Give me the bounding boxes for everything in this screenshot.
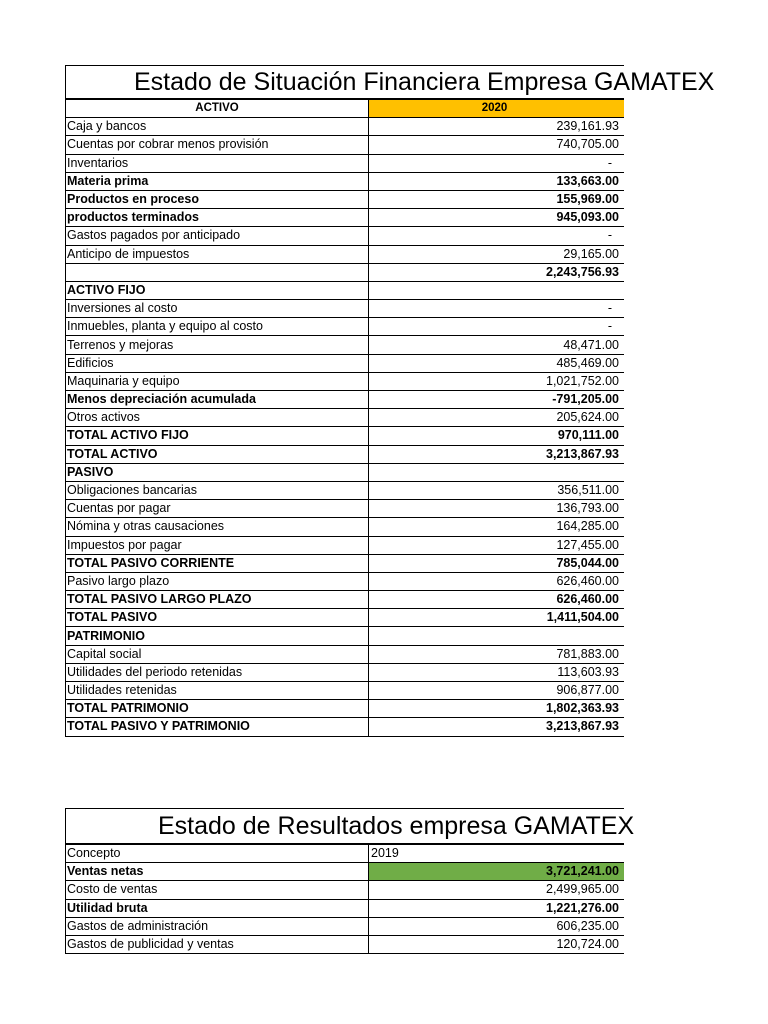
balance-sheet-grid — [66, 99, 624, 736]
row-label: Pasivo largo plazo — [66, 572, 369, 590]
row-value: 740,705.00 — [369, 136, 625, 154]
table-row — [66, 481, 624, 499]
row-value: 205,624.00 — [369, 409, 625, 427]
table-row — [66, 227, 624, 245]
row-label: TOTAL PASIVO LARGO PLAZO — [66, 591, 369, 609]
row-label: Menos depreciación acumulada — [66, 391, 369, 409]
row-value: 1,221,276.00 — [369, 899, 625, 917]
table-row — [66, 518, 624, 536]
row-value: 136,793.00 — [369, 500, 625, 518]
row-value: 356,511.00 — [369, 481, 625, 499]
row-value: 970,111.00 — [369, 427, 625, 445]
table-row — [66, 209, 624, 227]
table-row — [66, 172, 624, 190]
row-value: 155,969.00 — [369, 190, 625, 208]
row-value: 1,802,363.93 — [369, 700, 625, 718]
table-row — [66, 263, 624, 281]
row-label: Gastos de administración — [66, 917, 369, 935]
table-row — [66, 500, 624, 518]
balance-header-row — [66, 100, 624, 118]
row-value: 626,460.00 — [369, 591, 625, 609]
row-value: 133,663.00 — [369, 172, 625, 190]
table-row — [66, 463, 624, 481]
table-row — [66, 190, 624, 208]
row-value: - — [369, 227, 625, 245]
row-value: - — [369, 318, 625, 336]
income-statement-title: Estado de Resultados empresa GAMATEX — [66, 809, 624, 844]
results-header-label: Concepto — [66, 845, 369, 863]
row-label — [66, 263, 369, 281]
row-label: TOTAL ACTIVO — [66, 445, 369, 463]
row-label: Utilidades retenidas — [66, 682, 369, 700]
row-value: - — [369, 300, 625, 318]
row-value: 906,877.00 — [369, 682, 625, 700]
row-value: 781,883.00 — [369, 645, 625, 663]
row-value: 3,721,241.00 — [369, 863, 625, 881]
table-row — [66, 572, 624, 590]
row-label: Obligaciones bancarias — [66, 481, 369, 499]
table-row — [66, 935, 624, 953]
table-row — [66, 300, 624, 318]
table-row — [66, 372, 624, 390]
row-value: 3,213,867.93 — [369, 718, 625, 736]
row-value: 239,161.93 — [369, 118, 625, 136]
row-label: productos terminados — [66, 209, 369, 227]
table-row — [66, 881, 624, 899]
table-row — [66, 354, 624, 372]
row-label: Materia prima — [66, 172, 369, 190]
table-row — [66, 663, 624, 681]
table-row — [66, 609, 624, 627]
row-label: Inversiones al costo — [66, 300, 369, 318]
balance-header-year: 2020 — [369, 100, 625, 118]
row-value: 29,165.00 — [369, 245, 625, 263]
table-row — [66, 445, 624, 463]
row-label: Terrenos y mejoras — [66, 336, 369, 354]
row-label: Cuentas por pagar — [66, 500, 369, 518]
table-row — [66, 536, 624, 554]
row-value: 164,285.00 — [369, 518, 625, 536]
table-row — [66, 718, 624, 736]
row-label: Utilidades del periodo retenidas — [66, 663, 369, 681]
row-label: Cuentas por cobrar menos provisión — [66, 136, 369, 154]
row-label: Inventarios — [66, 154, 369, 172]
balance-header-label: ACTIVO — [66, 100, 369, 118]
row-label: Maquinaria y equipo — [66, 372, 369, 390]
row-value: 127,455.00 — [369, 536, 625, 554]
row-value — [369, 627, 625, 645]
row-value: 120,724.00 — [369, 935, 625, 953]
row-value — [369, 281, 625, 299]
row-label: Edificios — [66, 354, 369, 372]
row-value: 606,235.00 — [369, 917, 625, 935]
results-header-row — [66, 845, 624, 863]
table-row — [66, 863, 624, 881]
row-label: ACTIVO FIJO — [66, 281, 369, 299]
balance-sheet-title: Estado de Situación Financiera Empresa GAMATEX — [66, 66, 624, 99]
row-label: TOTAL PASIVO CORRIENTE — [66, 554, 369, 572]
row-value: -791,205.00 — [369, 391, 625, 409]
row-label: Caja y bancos — [66, 118, 369, 136]
row-label: Gastos de publicidad y ventas — [66, 935, 369, 953]
row-value: 785,044.00 — [369, 554, 625, 572]
row-value: 1,411,504.00 — [369, 609, 625, 627]
table-row — [66, 154, 624, 172]
row-value: 626,460.00 — [369, 572, 625, 590]
table-row — [66, 682, 624, 700]
row-label: Productos en proceso — [66, 190, 369, 208]
row-label: PATRIMONIO — [66, 627, 369, 645]
results-header-year: 2019 — [369, 845, 625, 863]
table-row — [66, 336, 624, 354]
row-label: Gastos pagados por anticipado — [66, 227, 369, 245]
row-label: TOTAL PASIVO Y PATRIMONIO — [66, 718, 369, 736]
row-value: 2,499,965.00 — [369, 881, 625, 899]
row-value: 1,021,752.00 — [369, 372, 625, 390]
table-row — [66, 627, 624, 645]
row-label: TOTAL ACTIVO FIJO — [66, 427, 369, 445]
row-value: 945,093.00 — [369, 209, 625, 227]
row-label: Anticipo de impuestos — [66, 245, 369, 263]
table-row — [66, 281, 624, 299]
row-label: Impuestos por pagar — [66, 536, 369, 554]
table-row — [66, 700, 624, 718]
row-value: 485,469.00 — [369, 354, 625, 372]
row-label: Costo de ventas — [66, 881, 369, 899]
table-row — [66, 591, 624, 609]
row-label: Ventas netas — [66, 863, 369, 881]
table-row — [66, 427, 624, 445]
row-label: Otros activos — [66, 409, 369, 427]
row-label: Inmuebles, planta y equipo al costo — [66, 318, 369, 336]
row-label: TOTAL PASIVO — [66, 609, 369, 627]
table-row — [66, 645, 624, 663]
row-value: - — [369, 154, 625, 172]
row-label: PASIVO — [66, 463, 369, 481]
table-row — [66, 118, 624, 136]
balance-sheet-table — [65, 65, 715, 737]
row-value: 113,603.93 — [369, 663, 625, 681]
row-value: 48,471.00 — [369, 336, 625, 354]
row-label: TOTAL PATRIMONIO — [66, 700, 369, 718]
row-label: Nómina y otras causaciones — [66, 518, 369, 536]
row-label: Utilidad bruta — [66, 899, 369, 917]
table-row — [66, 391, 624, 409]
income-statement-table — [65, 808, 635, 954]
income-statement-grid — [66, 844, 624, 953]
table-row — [66, 899, 624, 917]
row-value — [369, 463, 625, 481]
table-row — [66, 245, 624, 263]
table-row — [66, 136, 624, 154]
table-row — [66, 318, 624, 336]
table-row — [66, 554, 624, 572]
row-value: 2,243,756.93 — [369, 263, 625, 281]
table-row — [66, 409, 624, 427]
table-row — [66, 917, 624, 935]
row-value: 3,213,867.93 — [369, 445, 625, 463]
row-label: Capital social — [66, 645, 369, 663]
